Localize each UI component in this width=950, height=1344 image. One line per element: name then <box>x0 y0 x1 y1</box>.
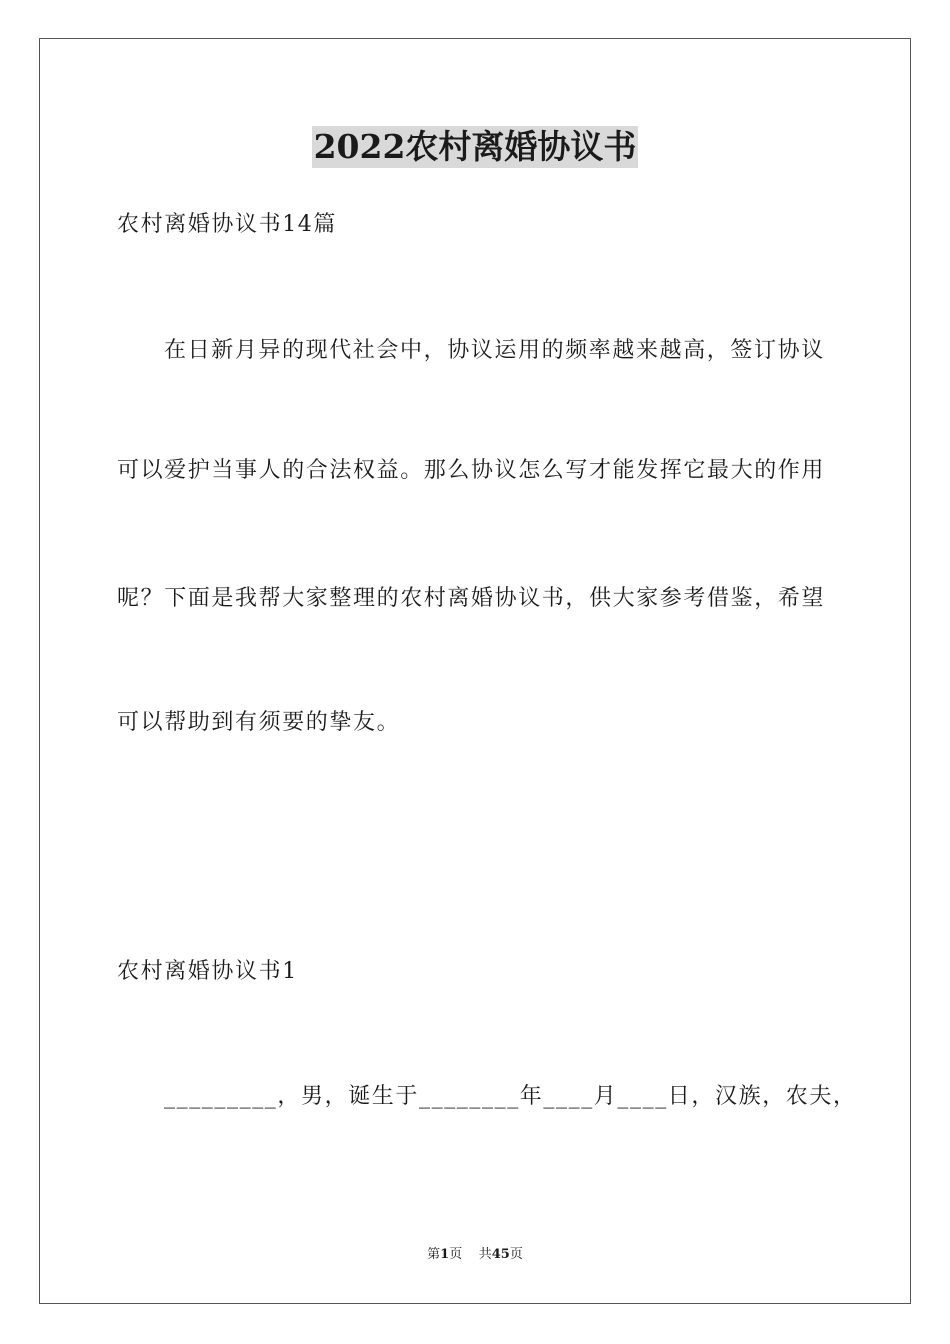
document-title-wrap <box>0 126 950 168</box>
footer-page-prefix: 第 <box>427 1247 441 1262</box>
document-title: 2022农村离婚协议书 <box>313 127 637 166</box>
footer-total-prefix: 共 <box>478 1247 492 1262</box>
page-footer <box>0 1246 950 1264</box>
footer-page-current: 1 <box>440 1247 450 1262</box>
section-heading: 农村离婚协议书1 <box>117 959 298 984</box>
intro-line-2: 可以爱护当事人的合法权益。那么协议怎么写才能发挥它最大的作用 <box>117 458 826 483</box>
footer-page-unit: 页 <box>449 1247 463 1262</box>
footer-page-total: 45 <box>491 1247 510 1262</box>
intro-line-4: 可以帮助到有须要的挚友。 <box>117 710 401 735</box>
intro-line-3: 呢？下面是我帮大家整理的农村离婚协议书，供大家参考借鉴，希望 <box>117 586 826 611</box>
footer-total-unit: 页 <box>509 1247 523 1262</box>
section-first-line: _________，男，诞生于________年____月____日，汉族，农夫， <box>164 1084 857 1109</box>
intro-line-1: 在日新月异的现代社会中，协议运用的频率越来越高，签订协议 <box>164 338 825 363</box>
document-subtitle: 农村离婚协议书14篇 <box>117 212 337 237</box>
